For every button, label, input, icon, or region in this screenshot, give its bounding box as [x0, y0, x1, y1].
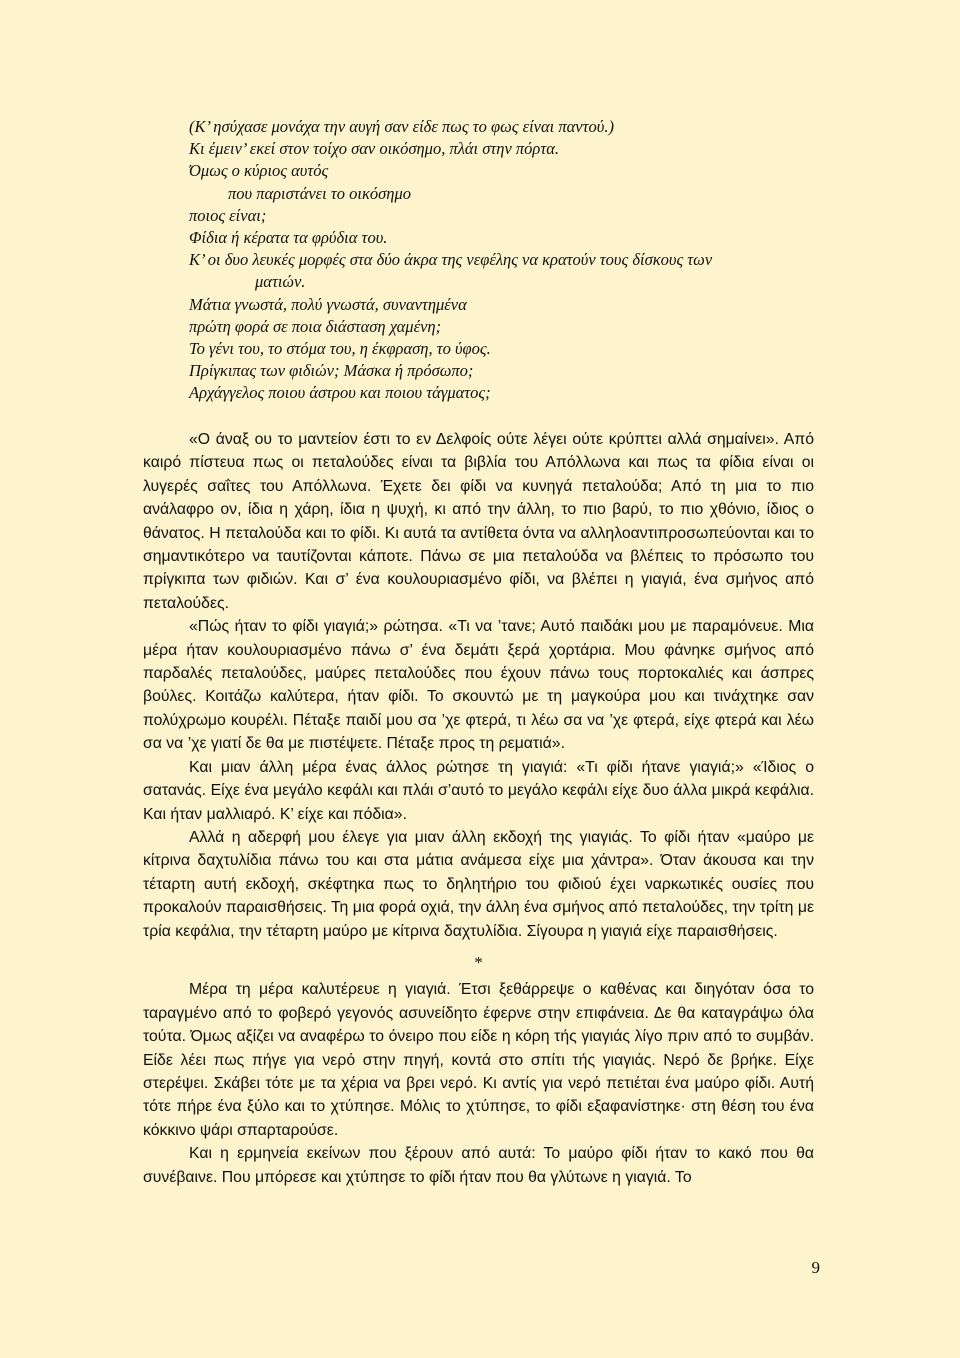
prose-block [143, 428, 814, 1189]
paragraph: Αλλά η αδερφή μου έλεγε για μιαν άλλη εκδοχή της γιαγιάς. Το φίδι ήταν «μαύρο με κίτρινα δαχτυλίδια πάνω του και στα μάτια ανάμεσα είχε μια χάντρα». Όταν άκουσα και την τέταρτη αυτή εκδοχή, σκέφτηκα πως το δηλητήριο του φιδιού έχει ναρκωτικές ουσίες που προκαλούν παραισθήσεις. Τη μια φορά οχιά, την άλλη ένα σμήνος από πεταλούδες, την τρίτη με τρία κεφάλια, την τέταρτη μαύρο με κίτρινα δαχτυλίδια. Σίγουρα η γιαγιά είχε παραισθήσεις. [143, 828, 814, 940]
poem-line: που παριστάνει το οικόσημο [228, 183, 412, 203]
poem-line: Μάτια γνωστά, πολύ γνωστά, συναντημένα [189, 294, 467, 314]
paragraph: Και μιαν άλλη μέρα ένας άλλος ρώτησε τη γιαγιά: «Τι φίδι ήτανε γιαγιά;» «Ίδιος ο σατανάς. Είχε ένα μεγάλο κεφάλι και πλάι σ’αυτό το μεγάλο κεφάλι είχε δυο άλλα μικρά κεφάλια. Και ήταν μαλλιαρό. Κ’ είχε και πόδια». [143, 758, 814, 823]
paragraph: Μέρα τη μέρα καλυτέρευε η γιαγιά. Έτσι ξεθάρρεψε ο καθένας και διηγόταν όσα το ταραγμένο από το φοβερό γεγονός ασυνείδητο έφερνε στην επιφάνεια. Δε θα καταγράψω όλα τούτα. Όμως αξίζει να αναφέρω το όνειρο που είδε η κόρη τής γιαγιάς λίγο πριν από το συμβάν. Είδε λέει πως πήγε για νερό στην πηγή, κοντά στο σπίτι τής γιαγιάς. Νερό δε βρήκε. Είχε στερέψει. Σκάβει τότε με τα χέρια να βρει νερό. Κι αντίς για νερό πετιέται ένα μαύρο φίδι. Αυτή τότε πήρε ένα ξύλο και το χτύπησε. Μόλις το χτύπησε, το φίδι εξαφανίστηκε· στη θέση του ένα κόκκινο ψάρι σπαρταρούσε. [143, 981, 814, 1139]
paragraph: «Πώς ήταν το φίδι γιαγιά;» ρώτησα. «Τι να ’τανε; Αυτό παιδάκι μου με παραμόνευε. Μια μέρα ήταν κουλουριασμένο πάνω σ’ ένα δεμάτι ξερά χορτάρια. Μου φάνηκε σμήνος από παρδαλές πεταλούδες, μαύρες πεταλούδες που έχουν πάνω τους πορτοκαλιές και άσπρες βούλες. Κοιτάζω καλύτερα, ήταν φίδι. Το σκουντώ με τη μαγκούρα μου και τινάχτηκε σαν πολύχρωμο κουρέλι. Πέταξε παιδί μου σα ’χε φτερά, τι λέω σα να ’χε φτερά, είχε φτερά και λέω σα να ’χε γιατί δε θα με πιστέψετε. Πέταξε προς τη ρεματιά». [143, 618, 814, 753]
paragraph: «Ο άναξ ου το μαντείον έστι το εν Δελφοίς ούτε λέγει ούτε κρύπτει αλλά σημαίνει». Από καιρό πίστευα πως οι πεταλούδες είναι τα βιβλία του Απόλλωνα και πως τα φίδια είναι οι λυγερές σαΐτες του Απόλλωνα. Έχετε δει φίδι να κυνηγά πεταλούδα; Από τη μια το πιο ανάλαφρο ον, ίδια η χάρη, ίδια η ψυχή, κι από την άλλη, το πιο βαρύ, το πιο χθόνιο, ίδιος ο θάνατος. Η πεταλούδα και το φίδι. Κι αυτά τα αντίθετα όντα να αλληλοαντιπροσωπεύονται και το σημαντικότερο να ταυτίζονται κάποτε. Πάνω σε μια πεταλούδα να βλέπεις το πρόσωπο του πρίγκιπα των φιδιών. Και σ’ ένα κουλουριασμένο φίδι, να βλέπει η γιαγιά, ένα σμήνος από πεταλούδες. [143, 431, 814, 612]
poem-line: ποιος είναι; [189, 205, 267, 225]
poem-line: ματιών. [255, 272, 306, 292]
poem-line: Φίδια ή κέρατα τα φρύδια του. [189, 228, 388, 248]
poem-line: Πρίγκιπας των φιδιών; Μάσκα ή πρόσωπο; [189, 361, 474, 381]
section-separator: * [474, 952, 483, 972]
paragraph: Και η ερμηνεία εκείνων που ξέρουν από αυτά: Το μαύρο φίδι ήταν το κακό που θα συνέβαινε. Που μπόρεσε και χτύπησε το φίδι ήταν που θα γλύτωνε η γιαγιά. Το [143, 1145, 814, 1186]
poem-line: (Κ’ ησύχασε μονάχα την αυγή σαν είδε πως το φως είναι παντού.) [189, 117, 614, 136]
poem-line: Όμως ο κύριος αυτός [189, 161, 329, 181]
poem-line: Το γένι του, το στόμα του, η έκφραση, το ύφος. [189, 339, 491, 359]
page-number: 9 [811, 1258, 820, 1277]
poem-line: Αρχάγγελος ποιου άστρου και ποιου τάγματος; [189, 383, 491, 403]
poem-line: Κι έμειν’ εκεί στον τοίχο σαν οικόσημο, πλάι στην πόρτα. [189, 139, 560, 159]
poem-line: πρώτη φορά σε ποια διάσταση χαμένη; [189, 316, 442, 336]
poem-block [189, 116, 849, 405]
poem-line: Κ’ οι δυο λευκές μορφές στα δύο άκρα της νεφέλης να κρατούν τους δίσκους των [189, 250, 713, 270]
